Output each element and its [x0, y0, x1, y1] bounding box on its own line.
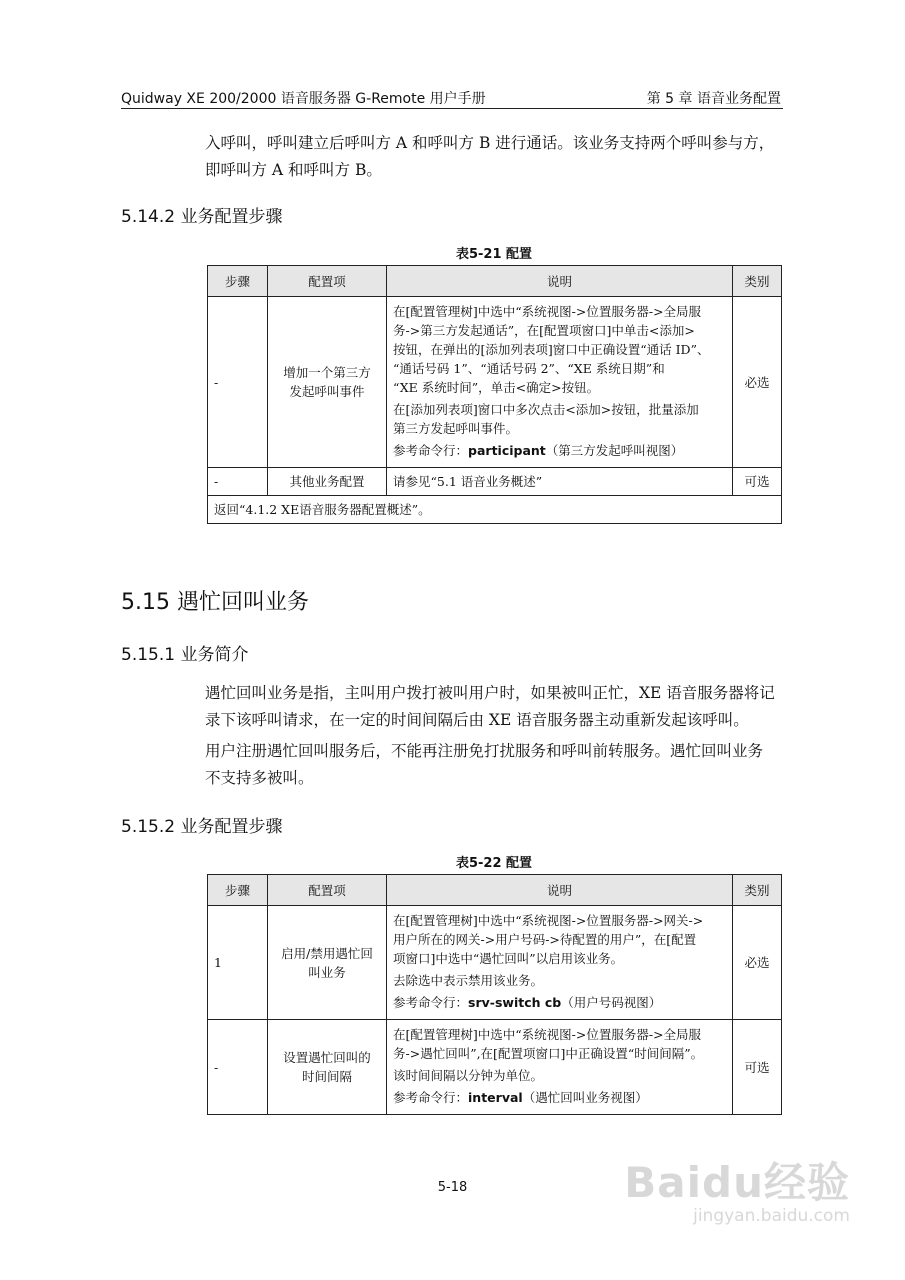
command-name: srv-switch cb [468, 995, 562, 1010]
cell-type: 必选 [733, 906, 782, 1020]
column-header-item: 配置项 [268, 875, 387, 906]
column-header-item: 配置项 [268, 266, 387, 297]
cell-item: 其他业务配置 [268, 468, 387, 496]
watermark-logo: Baidu经验 [624, 1158, 850, 1207]
reference-command [393, 993, 726, 1012]
paragraph-line: 遇忙回叫业务是指，主叫用户拨打被叫用户时，如果被叫正忙，XE 语音服务器将记 [205, 684, 775, 702]
desc-paragraph: 该时间间隔以分钟为单位。 [393, 1068, 544, 1083]
desc-paragraph [393, 302, 726, 397]
reference-command [393, 1088, 726, 1107]
table-caption: 表5-22 配置 [455, 856, 533, 871]
desc-paragraph: 去除选中表示禁用该业务。 [393, 973, 544, 988]
intro-paragraph [205, 130, 785, 184]
watermark-url: jingyan.baidu.com [693, 1206, 850, 1226]
desc-paragraph [393, 400, 726, 438]
table-row [208, 1020, 782, 1115]
config-table-5-22 [207, 874, 782, 1115]
cell-step: - [208, 468, 268, 496]
column-header-type: 类别 [733, 875, 782, 906]
desc-paragraph [393, 911, 726, 968]
cell-item [268, 1020, 387, 1115]
section-heading-5-14-2: 5.14.2 业务配置步骤 [121, 207, 283, 227]
command-view: （用户号码视图） [561, 995, 662, 1010]
cell-item-line: 发起呼叫事件 [289, 384, 365, 399]
column-header-desc: 说明 [387, 266, 733, 297]
cell-desc: 请参见“5.1 语音业务概述” [387, 468, 733, 496]
cell-type: 可选 [733, 1020, 782, 1115]
intro-line: 入呼叫，呼叫建立后呼叫方 A 和呼叫方 B 进行通话。该业务支持两个呼叫参与方， [205, 134, 775, 152]
cell-type: 可选 [733, 468, 782, 496]
table-header-row [208, 875, 782, 906]
cell-item-line: 启用/禁用遇忙回 [281, 945, 373, 961]
reference-command [393, 441, 726, 460]
desc-line: 按钮，在弹出的[添加列表项]窗口中正确设置“通话 ID”、 [393, 342, 710, 357]
cell-item [268, 297, 387, 468]
section-heading-5-15-2: 5.15.2 业务配置步骤 [121, 817, 283, 837]
desc-line: 务->第三方发起通话”，在[配置项窗口]中单击<添加> [393, 323, 695, 338]
column-header-desc: 说明 [387, 875, 733, 906]
table-header-row [208, 266, 782, 297]
cell-desc [387, 1020, 733, 1115]
desc-line: 在[配置管理树]中选中“系统视图->位置服务器->全局服 [393, 304, 702, 319]
cell-item-line: 增加一个第三方 [283, 365, 371, 380]
header-rule [121, 108, 783, 109]
desc-paragraph [393, 1025, 726, 1063]
command-prefix: 参考命令行： [393, 443, 469, 458]
cell-type: 必选 [733, 297, 782, 468]
command-name: participant [468, 443, 546, 458]
service-intro-paragraph [205, 680, 785, 734]
service-restriction-paragraph [205, 738, 785, 792]
desc-line: 用户所在的网关->用户号码->待配置的用户”，在[配置 [393, 932, 697, 947]
baidu-watermark [624, 1150, 850, 1226]
cell-step: - [208, 1020, 268, 1115]
cell-desc [387, 906, 733, 1020]
intro-line: 即呼叫方 A 和呼叫方 B。 [205, 161, 382, 179]
desc-line: 务->遇忙回叫”,在[配置项窗口]中正确设置“时间间隔”。 [393, 1046, 704, 1061]
column-header-type: 类别 [733, 266, 782, 297]
command-prefix: 参考命令行： [393, 1090, 469, 1105]
desc-line: 项窗口]中选中“遇忙回叫”以启用该业务。 [393, 951, 624, 966]
column-header-step: 步骤 [208, 875, 268, 906]
cell-item-line: 叫业务 [308, 964, 346, 980]
section-heading-5-15-1: 5.15.1 业务简介 [121, 645, 249, 665]
table-row [208, 297, 782, 468]
running-header-chapter: 第 5 章 语音业务配置 [646, 91, 781, 107]
desc-line: 第三方发起呼叫事件。 [393, 421, 519, 436]
cell-desc [387, 297, 733, 468]
cell-item [268, 906, 387, 1020]
page-number: 5-18 [437, 1180, 468, 1195]
table-footer-row [208, 496, 782, 524]
cell-item-line: 设置遇忙回叫的 [283, 1050, 371, 1065]
config-table-5-21 [207, 265, 782, 524]
cell-step: - [208, 297, 268, 468]
table-row [208, 468, 782, 496]
table-row [208, 906, 782, 1020]
desc-line: 在[配置管理树]中选中“系统视图->位置服务器->网关-> [393, 913, 704, 928]
paragraph-line: 录下该呼叫请求，在一定的时间间隔后由 XE 语音服务器主动重新发起该呼叫。 [205, 711, 749, 729]
desc-line: “通话号码 1”、“通话号码 2”、“XE 系统日期”和 [393, 361, 665, 376]
paragraph-line: 不支持多被叫。 [205, 769, 314, 787]
running-header-title: Quidway XE 200/2000 语音服务器 G-Remote 用户手册 [121, 91, 486, 107]
section-heading-5-15: 5.15 遇忙回叫业务 [121, 590, 309, 615]
column-header-step: 步骤 [208, 266, 268, 297]
cell-item-line: 时间间隔 [301, 1069, 352, 1084]
table-back-link[interactable]: 返回“4.1.2 XE语音服务器配置概述”。 [208, 496, 782, 524]
desc-line: 在[配置管理树]中选中“系统视图->位置服务器->全局服 [393, 1027, 702, 1042]
table-caption: 表5-21 配置 [455, 247, 533, 262]
desc-line: “XE 系统时间”，单击<确定>按钮。 [393, 380, 600, 395]
desc-line: 在[添加列表项]窗口中多次点击<添加>按钮，批量添加 [393, 402, 699, 417]
command-view: （第三方发起呼叫视图） [545, 443, 684, 458]
command-view: （遇忙回叫业务视图） [522, 1090, 648, 1105]
paragraph-line: 用户注册遇忙回叫服务后，不能再注册免打扰服务和呼叫前转服务。遇忙回叫业务 [205, 742, 764, 760]
cell-step: 1 [208, 906, 268, 1020]
command-name: interval [468, 1090, 523, 1105]
command-prefix: 参考命令行： [393, 995, 469, 1010]
